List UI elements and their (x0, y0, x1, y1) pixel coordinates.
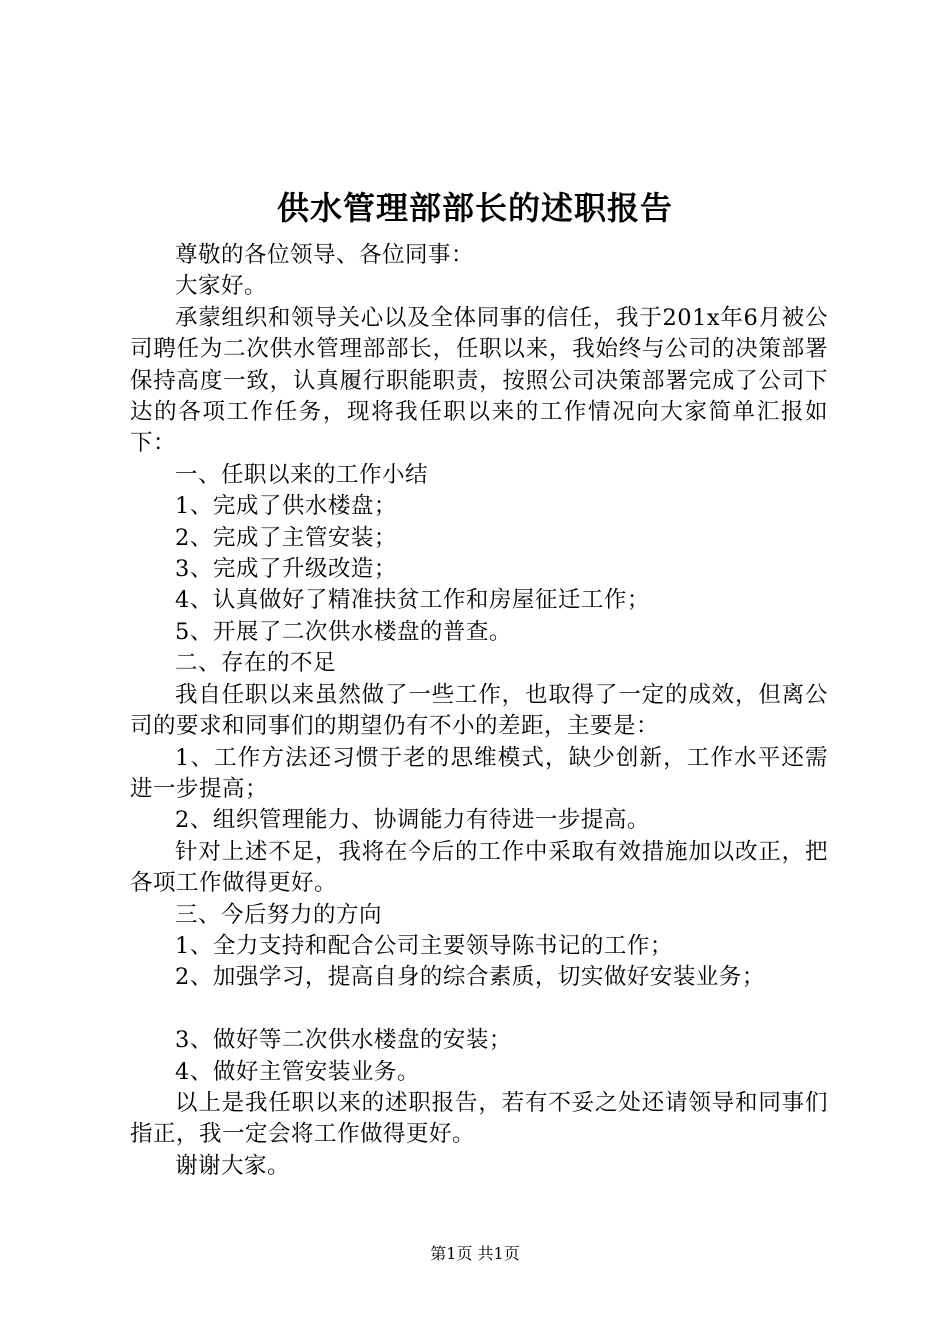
list-item: 4、认真做好了精准扶贫工作和房屋征迁工作； (175, 587, 650, 614)
list-item: 4、做好主管安装业务。 (175, 1058, 420, 1085)
list-item: 2、组织管理能力、协调能力有待进一步提高。 (175, 807, 650, 834)
list-item: 3、做好等二次供水楼盘的安装； (175, 1027, 512, 1054)
list-item: 1、工作方法还习惯于老的思维模式，缺少创新，工作水平还需进一步提高； (130, 744, 828, 802)
closing-paragraph: 以上是我任职以来的述职报告，若有不妥之处还请领导和同事们指正，我一定会将工作做得更好。 (130, 1089, 828, 1148)
list-item: 1、全力支持和配合公司主要领导陈书记的工作； (175, 932, 673, 959)
list-item: 2、加强学习，提高自身的综合素质，切实做好安装业务； (175, 964, 765, 991)
list-item: 3、完成了升级改造； (175, 556, 397, 583)
document-title: 供水管理部部长的述职报告 (276, 189, 673, 227)
improvement-paragraph: 针对上述不足，我将在今后的工作中采取有效措施加以改正，把各项工作做得更好。 (130, 838, 828, 897)
thanks-line: 谢谢大家。 (175, 1152, 291, 1179)
salutation: 尊敬的各位领导、各位同事： (175, 242, 475, 268)
shortcomings-paragraph: 我自任职以来虽然做了一些工作，也取得了一定的成效，但离公司的要求和同事们的期望仍有不小的差距，主要是： (130, 681, 828, 740)
section-heading-direction: 三、今后努力的方向 (175, 901, 383, 928)
list-item: 1、完成了供水楼盘； (175, 493, 397, 520)
list-item: 5、开展了二次供水楼盘的普查。 (175, 618, 512, 645)
section-heading-summary: 一、任职以来的工作小结 (175, 461, 429, 488)
blank-line (130, 994, 828, 1025)
intro-paragraph: 承蒙组织和领导关心以及全体同事的信任，我于201x年6月被公司聘任为二次供水管理部部长，任职以来，我始终与公司的决策部署保持高度一致，认真履行职能职责，按照公司决策部署完成了公司下达的各项工作任务，现将我任职以来的工作情况向大家简单汇报如下： (130, 304, 828, 457)
page-number-footer: 第1页 共1页 (430, 1244, 520, 1263)
document-body (130, 240, 828, 1182)
list-item: 2、完成了主管安装； (175, 524, 397, 551)
greeting: 大家好。 (175, 273, 268, 300)
section-heading-shortcomings: 二、存在的不足 (175, 650, 337, 677)
